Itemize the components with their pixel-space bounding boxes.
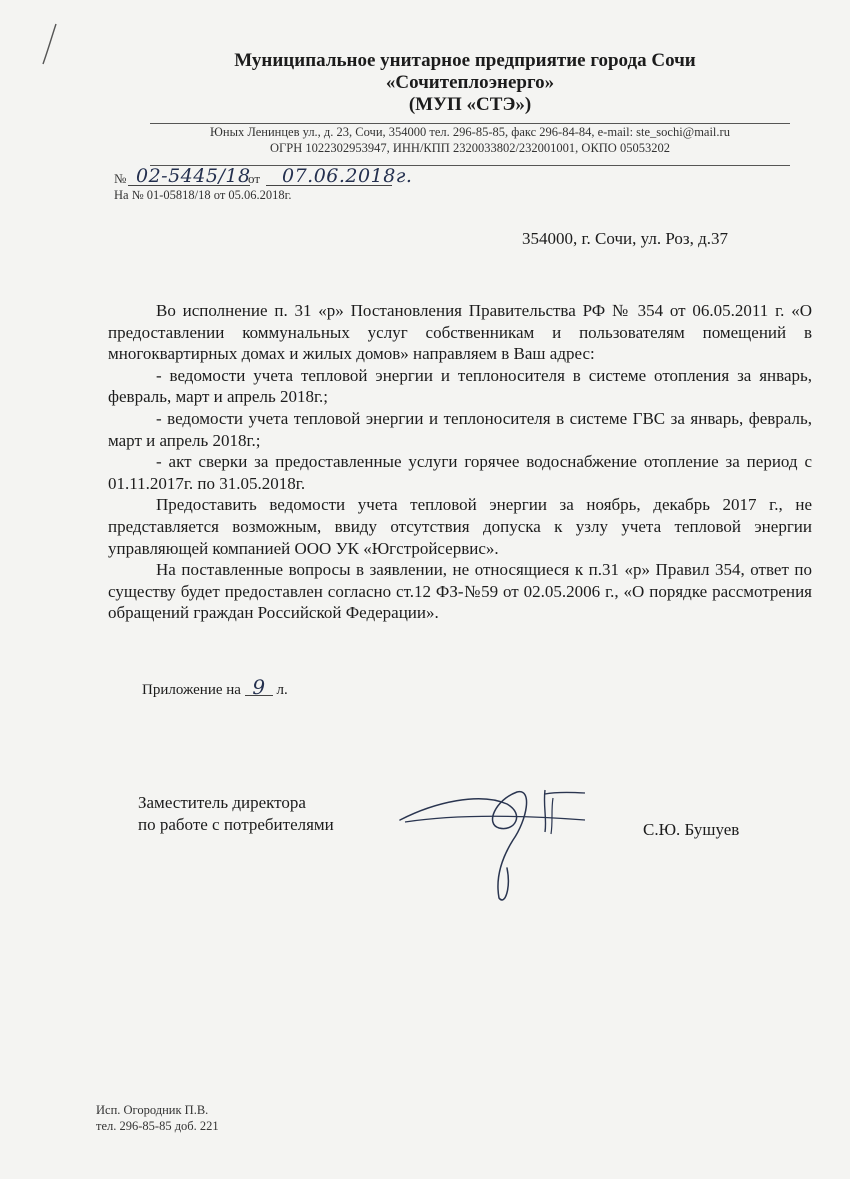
signer-title [138, 792, 334, 836]
executor-name: Исп. Огородник П.В. [96, 1103, 209, 1117]
list-item-reconciliation: - акт сверки за предоставленные услуги горячее водоснабжение отопление за период с 01.11.2017г. по 31.05.2018г. [108, 452, 812, 493]
signature [395, 780, 595, 910]
reply-reference: На № 01-05818/18 от 05.06.2018г. [114, 188, 292, 202]
list-item-hot-water: - ведомости учета тепловой энергии и теплоносителя в системе ГВС за январь, февраль, март и апрель 2018г.; [108, 408, 812, 450]
executor-info [96, 1102, 219, 1134]
signer-title-line2: по работе с потребителями [138, 815, 334, 834]
org-name: Муниципальное унитарное предприятие города Сочи [234, 50, 696, 71]
attachment-label: Приложение на [142, 682, 241, 698]
attachment-pages-handwritten: 9 [245, 679, 273, 696]
handwritten-date: 07.06.2018г. [282, 165, 413, 187]
letter-body [108, 300, 812, 624]
date-label: от [248, 171, 261, 186]
org-contacts: Юных Ленинцев ул., д. 23, Сочи, 354000 тел. 296-85-85, факс 296-84-84, e-mail: ste_sochi@mail.ru [210, 125, 730, 139]
recipient-address: 354000, г. Сочи, ул. Роз, д.37 [522, 229, 728, 248]
pen-stroke-mark [38, 22, 78, 66]
org-registration: ОГРН 1022302953947, ИНН/КПП 2320033802/232001001, ОКПО 05053202 [270, 141, 670, 155]
date-underline [266, 185, 392, 186]
attachment-line [142, 675, 288, 699]
list-item-heating: - ведомости учета тепловой энергии и теплоносителя в системе отопления за январь, февраль, март и апрель 2018г.; [108, 365, 812, 407]
org-short-name: «Сочитеплоэнерго» [385, 72, 555, 93]
executor-phone: тел. 296-85-85 доб. 221 [96, 1119, 219, 1133]
paragraph-unavailable: Предоставить ведомости учета тепловой энергии за ноябрь, декабрь 2017 г., не представляется возможным, ввиду отсутствия допуска к узлу учета тепловой энергии управляющей компанией ООО УК «Югстройсервис». [108, 495, 812, 558]
attachment-unit: л. [276, 682, 288, 698]
signer-title-line1: Заместитель директора [138, 793, 306, 812]
number-label: № [114, 171, 127, 186]
handwritten-number: 02-5445/18 [136, 165, 251, 187]
paragraph-questions: На поставленные вопросы в заявлении, не относящиеся к п.31 «р» Правил 354, ответ по существу будет предоставлен согласно ст.12 ФЗ-№59 от 02.05.2006 г., «О порядке рассмотрения обращений граждан Российской Федерации». [108, 560, 812, 623]
signer-name: С.Ю. Бушуев [643, 820, 740, 839]
number-underline [128, 185, 250, 186]
org-abbreviation: (МУП «СТЭ») [408, 94, 532, 115]
paragraph-intro: Во исполнение п. 31 «р» Постановления Правительства РФ № 354 от 06.05.2011 г. «О предоставлении коммунальных услуг собственникам и пользователям помещений в многоквартирных домах и жилых домов» направляем в Ваш адрес: [108, 301, 812, 364]
